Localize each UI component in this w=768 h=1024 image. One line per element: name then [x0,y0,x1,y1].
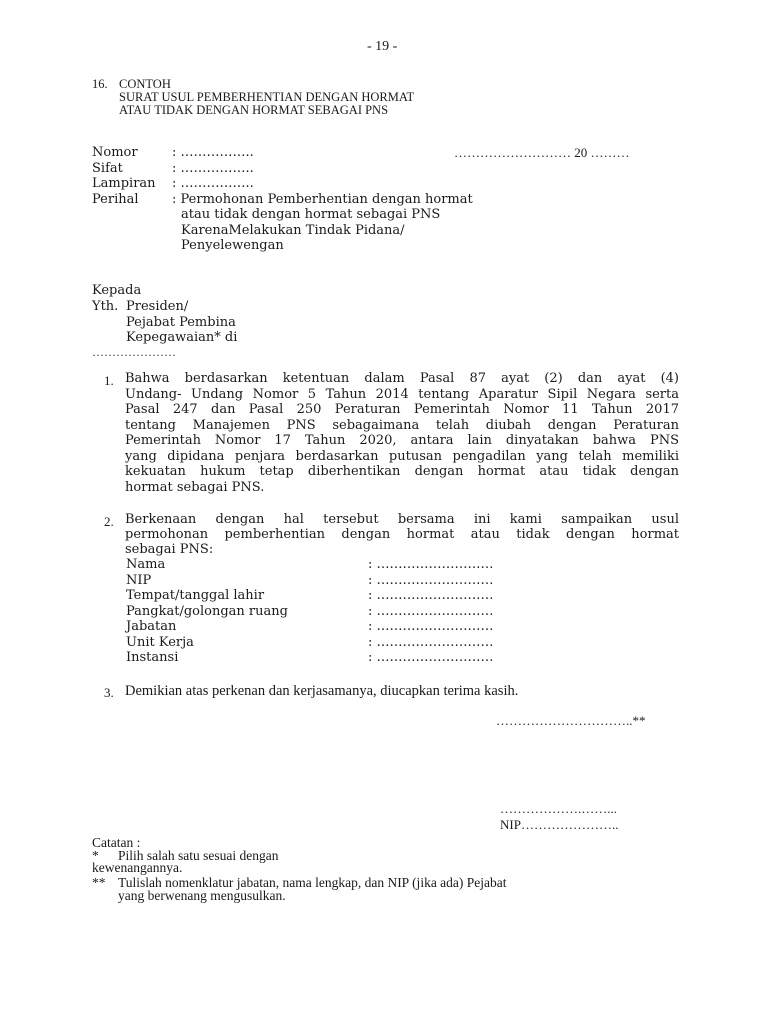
paragraph-line: Pasal 247 dan Pasal 250 Peraturan Pemerintah Nomor 11 Tahun 2017 [125,402,679,417]
yth-label: Yth. [92,299,119,314]
letter-date: ……………………… 20 ……… [454,145,630,160]
signatory-nip-line: NIP………………….. [500,817,619,832]
signatory-title-line: …………………………..** [496,713,646,728]
heading-line-2: SURAT USUL PEMBERHENTIAN DENGAN HORMAT [119,90,415,104]
paragraph-line: Demikian atas perkenan dan kerjasamanya, diucapkan terima kasih. [125,683,519,699]
heading-number: 16. [92,77,108,91]
item-number: 2. [104,514,114,529]
recipient-pejabat: Pejabat Pembina [126,315,236,330]
note-2-line-2: yang berwenang mengusulkan. [118,888,286,903]
field-value-instansi: : ……………………… [368,650,494,665]
sifat-label: Sifat [92,161,123,176]
note-1-mark: * [92,848,99,863]
heading-line-1: CONTOH [119,77,171,91]
item-number: 3. [104,685,114,700]
paragraph-line: permohonan pemberhentian dengan hormat atau tidak dengan hormat [125,527,679,542]
field-label-instansi: Instansi [126,650,179,665]
sifat-value: : …………….. [172,161,254,176]
paragraph-line: Pemerintah Nomor 17 Tahun 2020, antara lain dinyatakan bahwa PNS [125,433,679,448]
paragraph-line: hormat sebagai PNS. [125,480,265,495]
field-value-nama: : ……………………… [368,557,494,572]
note-2-line-1: Tulislah nomenklatur jabatan, nama lengkap, dan NIP (jika ada) Pejabat [118,875,507,890]
recipient-kepegawaian: Kepegawaian* di [126,330,238,345]
perihal-label: Perihal [92,192,139,207]
page-number: - 19 - [367,39,398,54]
paragraph-line: Berkenaan dengan hal tersebut bersama ini kami sampaikan usul [125,512,679,527]
field-label-pangkat: Pangkat/golongan ruang [126,604,288,619]
perihal-line-3: KarenaMelakukan Tindak Pidana/ [181,223,405,238]
notes-title: Catatan : [92,835,141,850]
paragraph-line: Bahwa berdasarkan ketentuan dalam Pasal 87 ayat (2) dan ayat (4) [125,371,679,386]
paragraph-line: sebagai PNS: [125,542,214,557]
item-number: 1. [104,373,114,388]
kepada-label: Kepada [92,283,142,298]
note-1-line-2: kewenangannya. [92,860,183,875]
paragraph-line: yang dipidana penjara berdasarkan putusan pengadilan yang telah memiliki [125,449,679,464]
paragraph-line: Undang- Undang Nomor 5 Tahun 2014 tentang Aparatur Sipil Negara serta [125,387,679,402]
perihal-line-2: atau tidak dengan hormat sebagai PNS [181,207,441,222]
lampiran-label: Lampiran [92,176,156,191]
recipient-presiden: Presiden/ [126,299,189,314]
paragraph-line: kekuatan hukum tetap diberhentikan dengan hormat atau tidak dengan [125,464,679,479]
field-value-ttl: : ……………………… [368,588,494,603]
signatory-name-line: ……………….……... [500,801,617,816]
nomor-label: Nomor [92,145,138,160]
perihal-line-4: Penyelewengan [181,238,284,253]
nomor-value: : …………….. [172,145,254,160]
field-value-nip: : ……………………… [368,573,494,588]
note-1-line-1: Pilih salah satu sesuai dengan [118,848,279,863]
field-label-ttl: Tempat/tanggal lahir [126,588,265,603]
field-label-unit-kerja: Unit Kerja [126,635,194,650]
recipient-dots: ………………… [92,345,176,359]
field-value-pangkat: : ……………………… [368,604,494,619]
perihal-line-1: : Permohonan Pemberhentian dengan hormat [172,192,473,207]
field-label-nama: Nama [126,557,166,572]
note-2-mark: ** [92,875,106,890]
field-label-jabatan: Jabatan [126,619,177,634]
heading-line-3: ATAU TIDAK DENGAN HORMAT SEBAGAI PNS [119,103,389,117]
field-label-nip: NIP [126,573,152,588]
paragraph-line: tentang Manajemen PNS sebagaimana telah diubah dengan Peraturan [125,418,679,433]
field-value-unit-kerja: : ……………………… [368,635,494,650]
lampiran-value: : …………….. [172,176,254,191]
field-value-jabatan: : ……………………… [368,619,494,634]
